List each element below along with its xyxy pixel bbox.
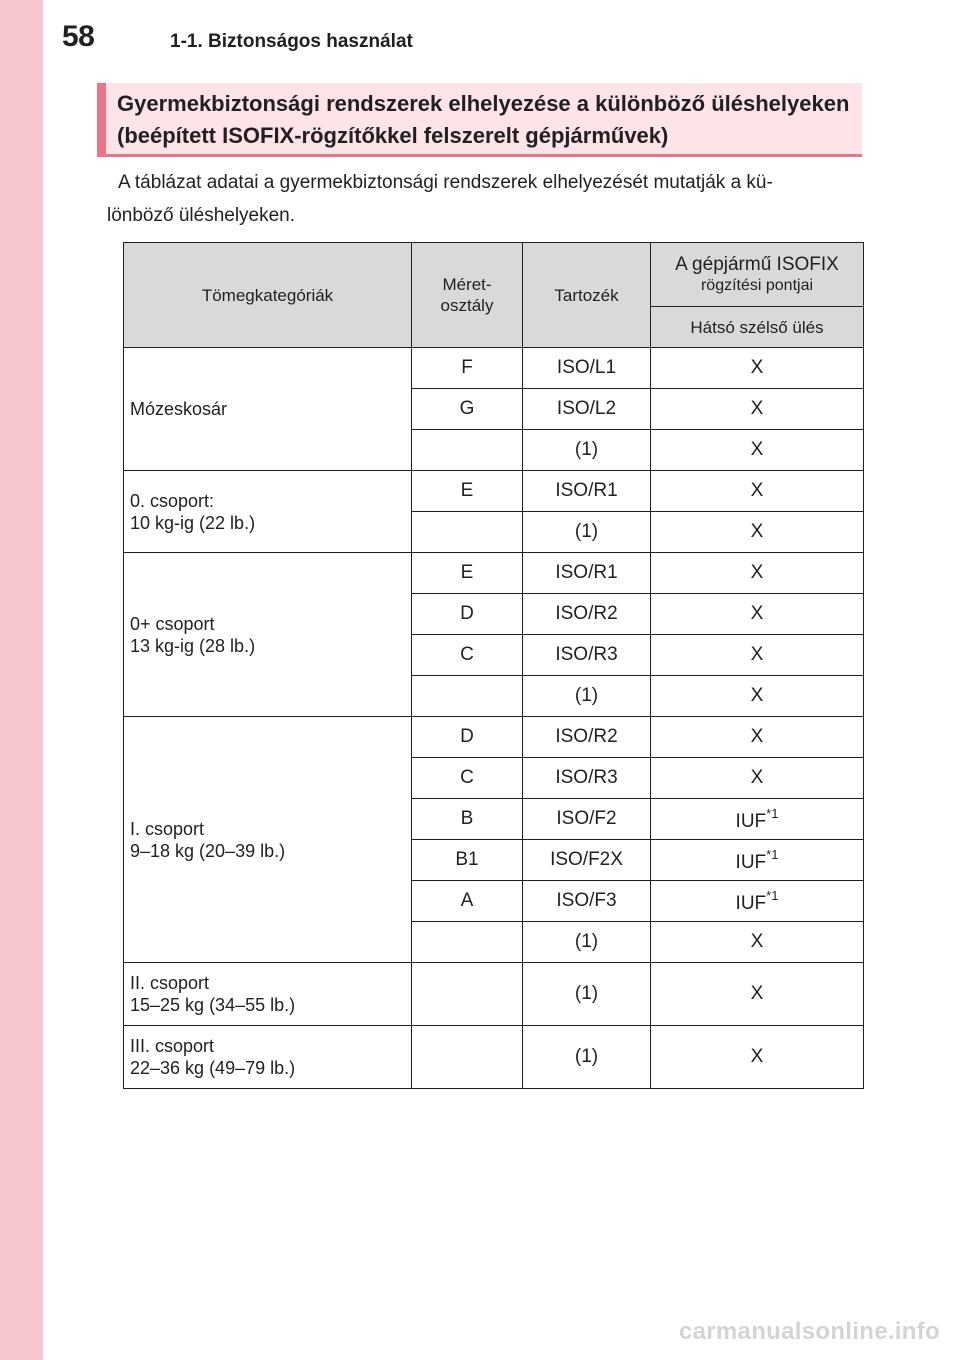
size-class-cell: A bbox=[412, 881, 523, 922]
rear-outboard-cell bbox=[651, 881, 864, 922]
weight-category-cell bbox=[124, 471, 412, 553]
section-heading-box bbox=[97, 83, 862, 157]
fixture-cell: ISO/L1 bbox=[523, 348, 651, 389]
table-row bbox=[124, 717, 864, 758]
size-class-cell: F bbox=[412, 348, 523, 389]
size-class-cell bbox=[412, 963, 523, 1026]
rear-outboard-cell bbox=[651, 635, 864, 676]
size-class-cell bbox=[412, 676, 523, 717]
rear-outboard-cell bbox=[651, 348, 864, 389]
fixture-cell: ISO/F2X bbox=[523, 840, 651, 881]
rear-outboard-cell bbox=[651, 799, 864, 840]
category-label: Mózeskosár bbox=[130, 399, 228, 419]
header-fixture: Tartozék bbox=[523, 243, 651, 348]
suitability-value: X bbox=[750, 931, 764, 952]
header-weight-category: Tömegkategóriák bbox=[124, 243, 412, 348]
category-weight-range: 22–36 kg (49–79 lb.) bbox=[130, 1058, 296, 1078]
fixture-cell: ISO/R1 bbox=[523, 553, 651, 594]
size-class-cell: B bbox=[412, 799, 523, 840]
side-color-strip bbox=[0, 0, 43, 1360]
fixture-cell: ISO/L2 bbox=[523, 389, 651, 430]
suitability-value: X bbox=[750, 521, 764, 542]
fixture-cell: ISO/F3 bbox=[523, 881, 651, 922]
header-size-line1: Méret- bbox=[442, 275, 492, 294]
fixture-cell: (1) bbox=[523, 676, 651, 717]
table-body bbox=[124, 348, 864, 1089]
intro-line1: A táblázat adatai a gyermekbiztonsági rendszerek elhelyezését mutatják a kü- bbox=[118, 172, 773, 193]
suitability-value: X bbox=[750, 767, 764, 788]
category-weight-range: 9–18 kg (20–39 lb.) bbox=[130, 840, 286, 861]
table-row bbox=[124, 471, 864, 512]
suitability-value: X bbox=[750, 439, 764, 460]
suitability-value: X bbox=[750, 357, 764, 378]
suitability-value: IUF bbox=[735, 892, 767, 914]
suitability-value: X bbox=[750, 562, 764, 583]
fixture-cell: ISO/R2 bbox=[523, 717, 651, 758]
table-row bbox=[124, 553, 864, 594]
rear-outboard-cell bbox=[651, 922, 864, 963]
isofix-compatibility-table bbox=[123, 242, 864, 1089]
section-title-line1: Gyermekbiztonsági rendszerek elhelyezése a különböző üléshelyeken bbox=[117, 91, 850, 116]
fixture-cell: ISO/R3 bbox=[523, 635, 651, 676]
size-class-cell: E bbox=[412, 553, 523, 594]
fixture-cell: (1) bbox=[523, 512, 651, 553]
category-weight-range: 13 kg-ig (28 lb.) bbox=[130, 635, 256, 656]
weight-category-cell bbox=[124, 348, 412, 471]
fixture-cell: (1) bbox=[523, 922, 651, 963]
weight-category-cell bbox=[124, 717, 412, 963]
category-label: 0+ csoport bbox=[130, 613, 215, 634]
fixture-cell: ISO/F2 bbox=[523, 799, 651, 840]
suitability-value: X bbox=[750, 398, 764, 419]
header-size-line2: osztály bbox=[440, 296, 494, 315]
size-class-cell bbox=[412, 430, 523, 471]
suitability-value: X bbox=[750, 726, 764, 747]
intro-paragraph bbox=[107, 166, 859, 232]
fixture-cell: ISO/R2 bbox=[523, 594, 651, 635]
section-title-line2: (beépített ISOFIX-rögzítőkkel felszerelt gépjárművek) bbox=[117, 123, 669, 148]
rear-outboard-cell bbox=[651, 389, 864, 430]
rear-outboard-cell bbox=[651, 1026, 864, 1089]
suitability-value: X bbox=[750, 644, 764, 665]
fixture-cell: ISO/R1 bbox=[523, 471, 651, 512]
suitability-value: IUF bbox=[735, 851, 767, 873]
chapter-title: 1-1. Biztonságos használat bbox=[170, 31, 413, 52]
rear-outboard-cell bbox=[651, 676, 864, 717]
rear-outboard-cell bbox=[651, 963, 864, 1026]
category-weight-range: 15–25 kg (34–55 lb.) bbox=[130, 995, 296, 1015]
size-class-cell: B1 bbox=[412, 840, 523, 881]
rear-outboard-cell bbox=[651, 553, 864, 594]
category-weight-range: 10 kg-ig (22 lb.) bbox=[130, 512, 256, 533]
category-label: II. csoport bbox=[130, 973, 210, 993]
fixture-cell: (1) bbox=[523, 430, 651, 471]
suitability-value: X bbox=[750, 983, 764, 1004]
section-title bbox=[117, 88, 857, 152]
category-label: I. csoport bbox=[130, 818, 205, 839]
rear-outboard-cell bbox=[651, 430, 864, 471]
size-class-cell: D bbox=[412, 594, 523, 635]
table-row bbox=[124, 1026, 864, 1089]
footnote-marker: *1 bbox=[766, 887, 779, 903]
header-isofix-line1: A gépjármű ISOFIX bbox=[675, 253, 839, 275]
rear-outboard-cell bbox=[651, 840, 864, 881]
category-label: III. csoport bbox=[130, 1036, 215, 1056]
category-label: 0. csoport: bbox=[130, 490, 215, 511]
table-row bbox=[124, 348, 864, 389]
header-isofix-positions bbox=[651, 243, 864, 307]
suitability-value: X bbox=[750, 1046, 764, 1067]
rear-outboard-cell bbox=[651, 471, 864, 512]
watermark: carmanualsonline.info bbox=[678, 1318, 940, 1345]
suitability-value: X bbox=[750, 603, 764, 624]
suitability-value: X bbox=[750, 685, 764, 706]
size-class-cell: D bbox=[412, 717, 523, 758]
size-class-cell: C bbox=[412, 758, 523, 799]
fixture-cell: (1) bbox=[523, 1026, 651, 1089]
weight-category-cell bbox=[124, 1026, 412, 1089]
size-class-cell: C bbox=[412, 635, 523, 676]
size-class-cell: G bbox=[412, 389, 523, 430]
size-class-cell bbox=[412, 922, 523, 963]
header-isofix-line2: rögzítési pontjai bbox=[700, 276, 814, 294]
weight-category-cell bbox=[124, 963, 412, 1026]
fixture-cell: ISO/R3 bbox=[523, 758, 651, 799]
weight-category-cell bbox=[124, 553, 412, 717]
rear-outboard-cell bbox=[651, 717, 864, 758]
size-class-cell bbox=[412, 1026, 523, 1089]
size-class-cell bbox=[412, 512, 523, 553]
header-size-class bbox=[412, 243, 523, 348]
rear-outboard-cell bbox=[651, 512, 864, 553]
fixture-cell: (1) bbox=[523, 963, 651, 1026]
intro-line2: lönböző üléshelyeken. bbox=[107, 205, 296, 226]
header-rear-outboard: Hátsó szélső ülés bbox=[651, 307, 864, 348]
rear-outboard-cell bbox=[651, 758, 864, 799]
suitability-value: IUF bbox=[735, 810, 767, 832]
table-header bbox=[124, 243, 864, 348]
table-row bbox=[124, 963, 864, 1026]
rear-outboard-cell bbox=[651, 594, 864, 635]
size-class-cell: E bbox=[412, 471, 523, 512]
suitability-value: X bbox=[750, 480, 764, 501]
footnote-marker: *1 bbox=[766, 846, 779, 862]
footnote-marker: *1 bbox=[766, 805, 779, 821]
page-number: 58 bbox=[62, 20, 95, 53]
